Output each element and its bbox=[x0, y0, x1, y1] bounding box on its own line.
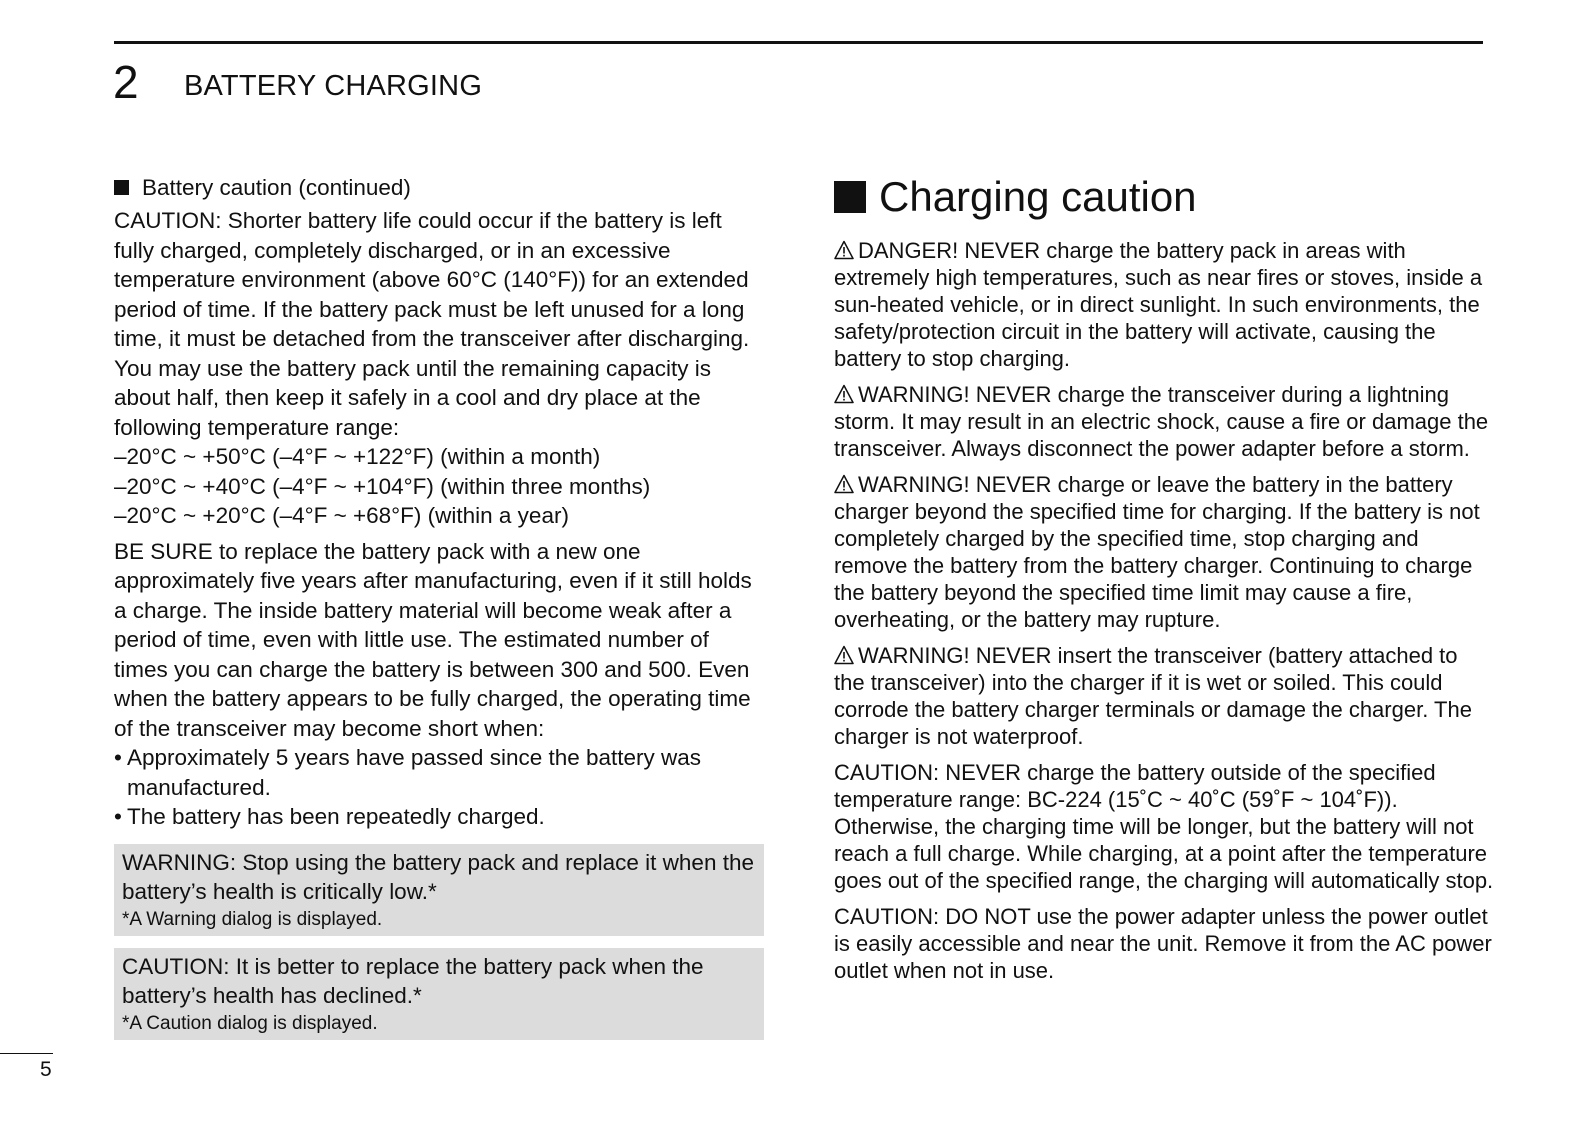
page-number: 5 bbox=[40, 1058, 52, 1081]
danger-paragraph bbox=[834, 237, 1494, 372]
chapter-number: 2 bbox=[113, 56, 139, 108]
subheading bbox=[114, 171, 764, 204]
list-item bbox=[114, 743, 764, 802]
square-bullet-icon bbox=[834, 181, 866, 213]
warning-time-paragraph bbox=[834, 471, 1494, 633]
caution-box bbox=[114, 948, 764, 1040]
left-column bbox=[114, 171, 764, 1040]
right-column bbox=[834, 171, 1494, 993]
list-item bbox=[114, 802, 764, 832]
warning-box-note: *A Warning dialog is displayed. bbox=[122, 908, 383, 930]
temp-range-three-months: –20°C ~ +40°C (–4°F ~ +104°F) (within three months) bbox=[114, 473, 651, 499]
bullet-text: Approximately 5 years have passed since the battery was manufactured. bbox=[127, 745, 702, 800]
section-heading-text: Charging caution bbox=[879, 173, 1197, 220]
caution-temperature-paragraph: CAUTION: NEVER charge the battery outside of the specified temperature range: BC-224 (15˚C ~ 40˚C (59˚F ~ 104˚F)). Otherwise, the charging time will be longer, but the battery will not reach a full charge. While charging, at a point after the temperature goes out of the specified range, the charging will automatically stop. bbox=[834, 760, 1494, 893]
subheading-text: Battery caution (continued) bbox=[142, 175, 411, 200]
warning-wet-paragraph bbox=[834, 642, 1494, 750]
square-bullet-icon bbox=[114, 180, 129, 195]
temp-range-month: –20°C ~ +50°C (–4°F ~ +122°F) (within a month) bbox=[114, 444, 601, 469]
warning-lightning-paragraph bbox=[834, 381, 1494, 462]
top-rule bbox=[114, 41, 1483, 44]
section-heading bbox=[834, 171, 1494, 223]
warning-lightning-text: WARNING! NEVER charge the transceiver during a lightning storm. It may result in an electric shock, cause a fire or damage the transceiver. Always disconnect the power adapter before a storm. bbox=[834, 382, 1489, 461]
chapter-title: BATTERY CHARGING bbox=[184, 70, 483, 102]
caution-paragraph: CAUTION: Shorter battery life could occur if the battery is left fully charged, completely discharged, or in an excessive temperature environment (above 60°C (140°F)) for an extended period of time. If the battery pack must be left unused for a long time, it must be detached from the transceiver after discharging. You may use the battery pack until the remaining capacity is about half, then keep it safely in a cool and dry place at the following temperature range: bbox=[114, 208, 750, 440]
caution-box-note: *A Caution dialog is displayed. bbox=[122, 1012, 378, 1034]
warning-triangle-icon bbox=[834, 474, 854, 494]
warning-time-text: WARNING! NEVER charge or leave the battery in the battery charger beyond the specified time for charging. If the battery is not completely charged by the specified time, stop charging and remove the battery from the battery charger. Continuing to charge the battery beyond the specified time limit may cause a fire, overheating, or the battery may rupture. bbox=[834, 472, 1480, 632]
caution-box-text: CAUTION: It is better to replace the battery pack when the battery’s health has declined.* bbox=[122, 953, 704, 1008]
bullet-icon: • bbox=[114, 804, 122, 829]
warning-triangle-icon bbox=[834, 240, 854, 260]
warning-triangle-icon bbox=[834, 384, 854, 404]
danger-text: DANGER! NEVER charge the battery pack in areas with extremely high temperatures, such as near fires or stoves, inside a sun-heated vehicle, or in direct sunlight. In such environments, the safety/protection circuit in the battery will activate, causing the battery to stop charging. bbox=[834, 238, 1483, 371]
page-number-rule bbox=[0, 1053, 53, 1054]
temp-range-year: –20°C ~ +20°C (–4°F ~ +68°F) (within a year) bbox=[114, 503, 569, 528]
caution-adapter-paragraph: CAUTION: DO NOT use the power adapter unless the power outlet is easily accessible and near the unit. Remove it from the AC power outlet when not in use. bbox=[834, 904, 1492, 983]
warning-box-text: WARNING: Stop using the battery pack and replace it when the battery’s health is critically low.* bbox=[122, 849, 754, 904]
warning-triangle-icon bbox=[834, 645, 854, 665]
warning-box bbox=[114, 844, 764, 936]
be-sure-paragraph: BE SURE to replace the battery pack with a new one approximately five years after manufacturing, even if it still holds a charge. The inside battery material will become weak after a period of time, even with little use. The estimated number of times you can charge the battery is between 300 and 500. Even when the battery appears to be fully charged, the operating time of the transceiver may become short when: bbox=[114, 538, 752, 741]
warning-wet-text: WARNING! NEVER insert the transceiver (battery attached to the transceiver) into the charger if it is wet or soiled. This could corrode the battery charger terminals or damage the charger. The charger is not waterproof. bbox=[834, 643, 1472, 749]
bullet-icon: • bbox=[114, 745, 122, 770]
bullet-text: The battery has been repeatedly charged. bbox=[127, 804, 545, 829]
